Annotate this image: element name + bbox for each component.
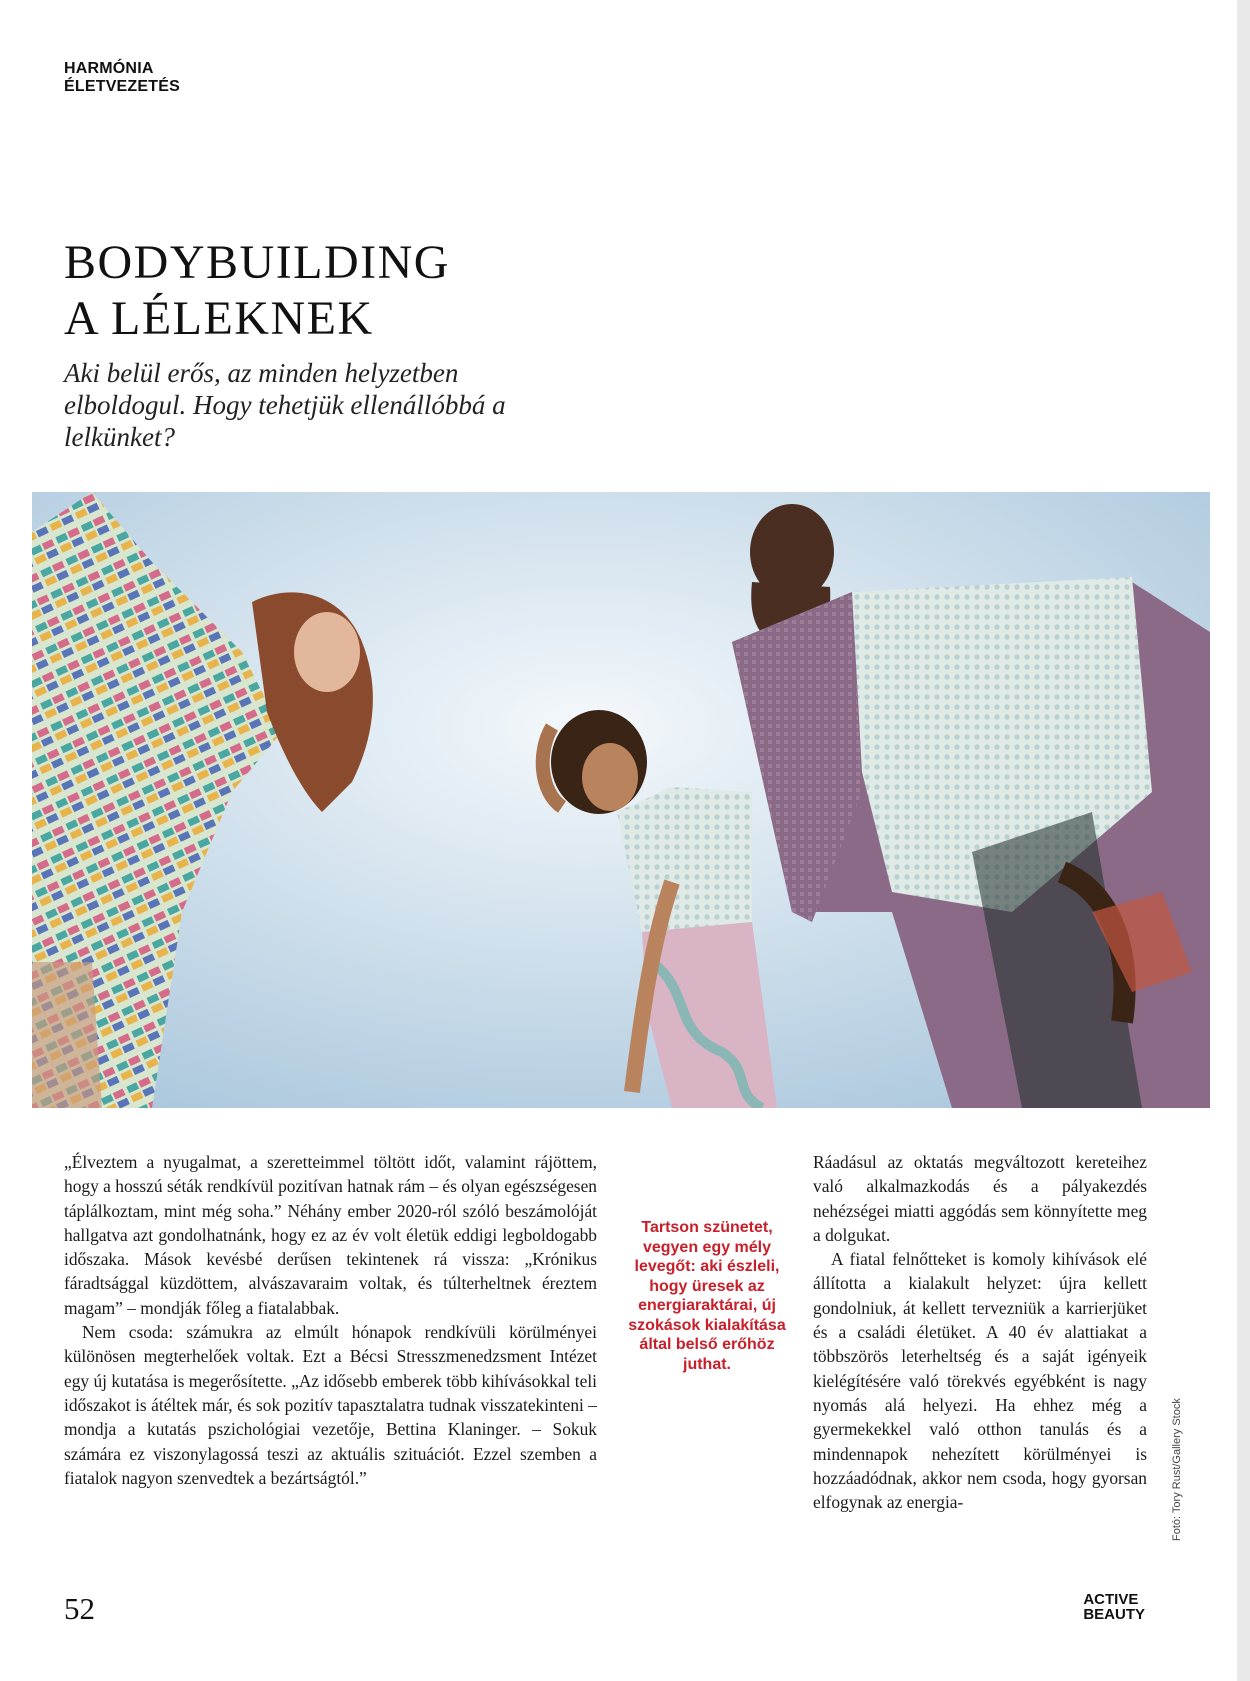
section-label-line1: HARMÓNIA: [64, 60, 154, 77]
article-title-line2: A LÉLEKNEK: [64, 292, 374, 345]
magazine-logo-line2: BEAUTY: [1083, 1606, 1145, 1623]
article-title: [64, 235, 450, 347]
section-label: [64, 60, 180, 96]
body-paragraph: Nem csoda: számukra az elmúlt hónapok rendkívüli körülményei különösen megterhelőek voltak. Ezt a Bécsi Stresszmenedzsment Intézet egy új kutatása is megerősítette. „Az idősebb emberek több kihívásokkal teli időszakot is átéltek már, és sok pozitív tapasztalatra tudnak visszatekinteni – mondja a kutatás pszichológiai vezetője, Bettina Klaninger. – Sokuk számára ez viszonylagossá teszi az aktuális szituációt. Ezzel szemben a fiatalok nagyon szenvedtek a bezártságtól.”: [64, 1322, 597, 1488]
magazine-logo: [1083, 1592, 1145, 1622]
pull-quote: Tartson szünetet, vegyen egy mély levegőt: aki észleli, hogy üresek az energiaraktárai, új szokások kialakítása által belső erőhöz juthat.: [628, 1219, 786, 1373]
body-column-1: [64, 1150, 597, 1490]
article-title-line1: BODYBUILDING: [64, 236, 450, 289]
body-paragraph: Ráadásul az oktatás megváltozott kereteihez való alkalmazkodás és a pályakezdés nehézségei miatti aggódás sem könnyítette meg a dolgukat.: [813, 1152, 1147, 1245]
body-column-2: [813, 1150, 1147, 1514]
magazine-logo-line1: ACTIVE: [1083, 1591, 1139, 1608]
photo-illustration: [32, 492, 1210, 1108]
body-paragraph: „Élveztem a nyugalmat, a szeretteimmel töltött időt, valamint rájöttem, hogy a hosszú séták rendkívül pozitívan hatnak rám – és olyan egészségesen táplálkoztam, mint még soha.” Néhány ember 2020-ról szóló beszámolóját hallgatva azt gondolhatnánk, hogy ez az év volt életük eddigi legboldogabb időszaka. Mások kevésbé derűsen tekintenek rá vissza: „Krónikus fáradtsággal küzdöttem, alvászavaraim voltak, és túlterheltnek éreztem magam” – mondják főleg a fiatalabbak.: [64, 1152, 597, 1318]
page-number: 52: [64, 1591, 95, 1626]
article-photo: [32, 492, 1210, 1108]
page-edge: [1237, 0, 1250, 1681]
section-label-line2: ÉLETVEZETÉS: [64, 78, 180, 95]
article-lead: Aki belül erős, az minden helyzetben elboldogul. Hogy tehetjük ellenállóbbá a lelkünket?: [64, 358, 506, 452]
body-paragraph: A fiatal felnőtteket is komoly kihívások elé állította a kialakult helyzet: újra kellett gondolniuk, át kellett tervezniük a karrierjüket és a családi életüket. A 40 év alattiakat a többszörös leterheltség és a saját igényeik kielégítésére való törekvés egyébként is nagy nyomás alá helyezi. Ha ehhez még a gyermekekkel való otthon tanulás és a mindennapok nehezített körülményei is hozzáadódnak, akkor nem csoda, hogy gyorsan elfogynak az energia-: [813, 1249, 1147, 1513]
photo-credit: Fotó: Tory Rust/Gallery Stock: [1171, 1398, 1183, 1541]
